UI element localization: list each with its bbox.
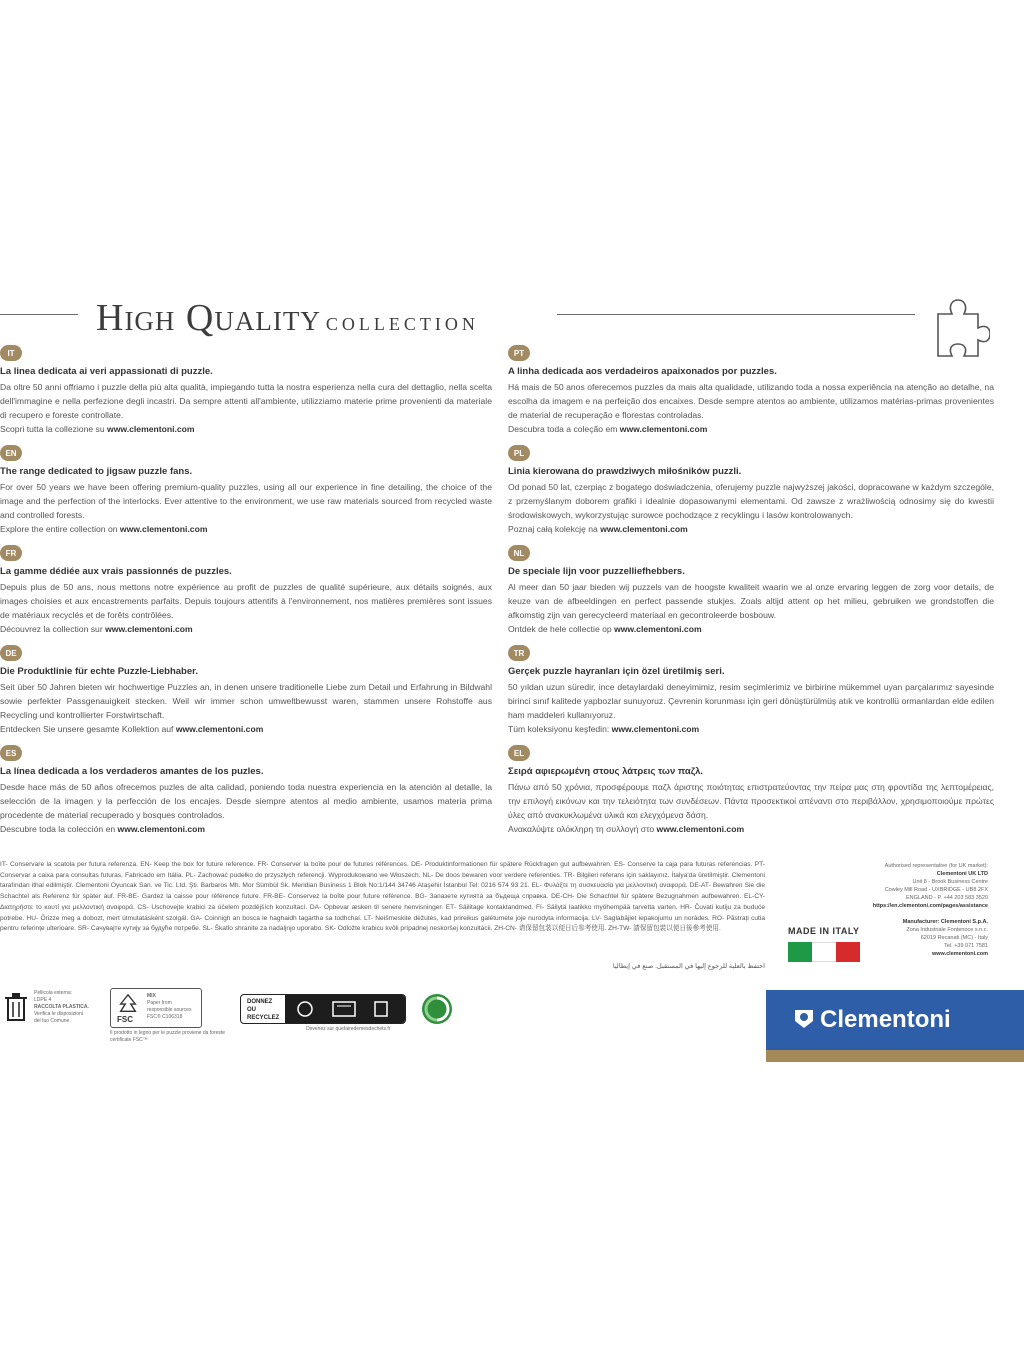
clementoni-banner	[766, 990, 1024, 1062]
lang-block-el	[508, 745, 994, 845]
contact-line: Authorised representative (for UK market):	[884, 863, 988, 869]
triman-caption: Devenez sur quefairedemesdechets.fr	[306, 1026, 391, 1032]
lang-badge: EN	[0, 445, 22, 461]
block-title: La linea dedicata ai veri appassionati di puzzle.	[0, 366, 213, 377]
block-explore	[508, 524, 688, 534]
explore-text: Découvrez la collection sur	[0, 624, 103, 634]
triman-label	[247, 998, 279, 1022]
triman-line: OU	[247, 1007, 256, 1013]
lang-block-it	[0, 345, 492, 445]
fsc-caption: Il prodotto in legno per le puzzle proviene da foreste certificate FSC™	[110, 1030, 226, 1043]
contact-link[interactable]: www.clementoni.com	[931, 951, 988, 957]
block-text: Πάνω από 50 χρόνια, προσφέρουμε παζλ άριστης ποιότητας επιστρατεύοντας την πείρα μας στη φροντίδα της λεπτομέρειας, την επιλογή εικόνων και την τελειότητα των συνδέσεων. Πάντα προσεκτικοί απέναντι στο περιβάλλον, χρησιμοποιούμε πρώτες ύλες από ανακυκλωμένα υλικά και ελεγχόμενα δάση.	[508, 782, 994, 820]
fsc-line: Paper from	[147, 1000, 172, 1006]
triman-line: RECYCLEZ	[247, 1015, 280, 1021]
lang-block-de	[0, 645, 492, 745]
explore-text: Ontdek de hele collectie op	[508, 624, 612, 634]
right-column	[508, 345, 994, 845]
block-title: Die Produktlinie für echte Puzzle-Liebhaber.	[0, 666, 198, 677]
block-text: Al meer dan 50 jaar bieden wij puzzels van de hoogste kwaliteit waarin we al onze ervaring leggen de zorg voor details, de keuze van de afbeeldingen en perfect passende stukjes. Zoals altijd attent op het milieu, gebruiken we grondstoffen die afkomstig zijn van gerecycleerd materiaal en gecontroleerde bosbouw.	[508, 582, 994, 620]
lang-block-pl	[508, 445, 994, 545]
lang-badge: FR	[0, 545, 22, 561]
explore-text: Explore the entire collection on	[0, 524, 118, 534]
website-link[interactable]: www.clementoni.com	[611, 724, 700, 734]
block-body	[508, 780, 994, 836]
triman-icons	[285, 995, 405, 1023]
block-text: Depuis plus de 50 ans, nous mettons notre expérience au profit de puzzles de qualité supérieure, aux détails soignés, aux images choisies et aux encastrements parfaits. Depuis toujours attentifs à l'environnement, nos matières premières sont issues de matériaux recyclés et de forêts contrôlées.	[0, 582, 492, 620]
title-high-quality: High Quality	[96, 297, 321, 339]
block-explore	[0, 524, 207, 534]
recycle-line: Verifica le disposizioni	[34, 1011, 83, 1017]
website-link[interactable]: www.clementoni.com	[175, 724, 264, 734]
contact-line: 62019 Recanati (MC) - Italy	[920, 935, 988, 941]
fsc-line: FSC® C106318	[147, 1014, 183, 1020]
green-dot-icon	[420, 992, 454, 1026]
contact-line: ENGLAND - P. +44 203 583 3520	[906, 895, 988, 901]
block-body	[0, 480, 492, 536]
lang-badge: TR	[508, 645, 530, 661]
block-explore	[508, 424, 707, 434]
contact-info	[840, 862, 988, 958]
fsc-info	[147, 993, 191, 1021]
left-column	[0, 345, 492, 845]
explore-text: Descubra toda a coleção em	[508, 424, 618, 434]
header	[0, 296, 1024, 352]
explore-text: Ανακαλύψτε ολόκληρη τη συλλογή στο	[508, 824, 655, 834]
explore-text: Entdecken Sie unsere gesamte Kollektion auf	[0, 724, 174, 734]
lang-block-en	[0, 445, 492, 545]
header-rule-right	[557, 314, 915, 315]
block-title: La gamme dédiée aux vrais passionnés de puzzles.	[0, 566, 232, 577]
block-text: Há mais de 50 anos oferecemos puzzles da mais alta qualidade, utilizando toda a nossa experiência na atenção ao detalhe, na escolha da imagem e na perfeição dos encaixes. Desde sempre atentos ao ambiente, utilizamos matérias-primas provenientes de material de recuperação e florestas controladas.	[508, 382, 994, 420]
website-link[interactable]: www.clementoni.com	[119, 524, 208, 534]
website-link[interactable]: www.clementoni.com	[614, 624, 702, 634]
fsc-label: FSC	[117, 1015, 133, 1024]
contact-link[interactable]: https://en.clementoni.com/pages/assistance	[872, 903, 988, 909]
explore-text: Poznaj całą kolekcję na	[508, 524, 598, 534]
website-link[interactable]: www.clementoni.com	[105, 624, 193, 634]
contact-line: Tel. +39 071 7581	[944, 943, 988, 949]
contact-line: Zona Industriale Fontenoce s.n.c.	[906, 927, 988, 933]
block-body	[0, 780, 492, 836]
recycle-line: Pellicola esterna:	[34, 990, 73, 996]
contact-line: Cowley Mill Road - UXBRIDGE - UB8 2FX	[884, 887, 988, 893]
block-body	[508, 580, 994, 636]
block-body	[0, 380, 492, 436]
block-explore	[0, 824, 205, 834]
block-body	[508, 480, 994, 536]
block-text: Desde hace más de 50 años ofrecemos puzles de alta calidad, poniendo toda nuestra experiencia en la atención al detalle, la selección de la imagen y la perfección de los encajes. Desde siempre atentos al medio ambiente, usamos materia prima procedente de material recuperado y bosques controlados.	[0, 782, 492, 820]
block-explore	[508, 624, 702, 634]
fsc-line: MIX	[147, 993, 156, 999]
block-title: The range dedicated to jigsaw puzzle fans.	[0, 466, 193, 477]
block-text: For over 50 years we have been offering premium-quality puzzles, using all our experience in fine detailing, the choice of the image and the perfection of the interlocks. Ever attentive to the environment, we use raw materials sourced from recycled waste and controlled forests.	[0, 482, 492, 520]
legal-notice-arabic: احتفظ بالعلبة للرجوع إليها في المستقبل. صنع في إيطاليا	[612, 963, 765, 970]
recycle-line: del tuo Comune.	[34, 1018, 71, 1024]
lang-badge: NL	[508, 545, 530, 561]
block-title: De speciale lijn voor puzzelliefhebbers.	[508, 566, 685, 577]
block-body	[0, 580, 492, 636]
triman-symbols	[285, 995, 405, 1023]
website-link[interactable]: www.clementoni.com	[117, 824, 206, 834]
explore-text: Descubre toda la colección en	[0, 824, 116, 834]
trash-bin-icon	[2, 990, 30, 1024]
block-body	[0, 680, 492, 736]
flag-red	[836, 942, 860, 962]
block-explore	[0, 724, 263, 734]
lang-badge: PT	[508, 345, 530, 361]
triman-recycle-badge	[240, 994, 406, 1024]
block-title: La línea dedicada a los verdaderos amantes de los puzles.	[0, 766, 264, 777]
tree-check-icon	[117, 993, 139, 1015]
made-in-italy-label: MADE IN ITALY	[788, 926, 860, 936]
contact-line: Manufacturer: Clementoni S.p.A.	[902, 919, 988, 925]
block-text: Od ponad 50 lat, czerpiąc z bogatego doświadczenia, oferujemy puzzle najwyższej jakości, dopracowane w każdym szczególe, z przemyślanym doborem grafiki i idealnie dopasowanymi elementami. Od zawsze z wrażliwością odnosimy się do kwestii środowiskowych, wykorzystując surowce pochodzące z recyklingu i lasów kontrolowanych.	[508, 482, 994, 520]
lang-block-es	[0, 745, 492, 845]
block-title: Gerçek puzzle hayranları için özel üretilmiş seri.	[508, 666, 725, 677]
lang-badge: PL	[508, 445, 530, 461]
website-link[interactable]: www.clementoni.com	[619, 424, 708, 434]
block-text: Seit über 50 Jahren bieten wir hochwertige Puzzles an, in denen unsere traditionelle Liebe zum Detail und Erfahrung in Bildwahl sowie perfekter Passgenauigkeit stecken. Weil wir immer schon umweltbewusst waren, stammen unsere Rohstoffe aus Recycling und kontrollierter Forstwirtschaft.	[0, 682, 492, 720]
website-link[interactable]: www.clementoni.com	[107, 424, 195, 434]
triman-line: DONNEZ	[247, 999, 273, 1005]
block-title: Linia kierowana do prawdziwych miłośników puzzli.	[508, 466, 742, 477]
banner-gold-strip	[766, 1050, 1024, 1062]
flag-green	[788, 942, 812, 962]
header-rule-left	[0, 314, 78, 315]
footer-icons	[0, 986, 470, 1043]
website-link[interactable]: www.clementoni.com	[656, 824, 745, 834]
block-explore	[0, 624, 193, 634]
italy-flag-icon	[788, 942, 860, 962]
clementoni-brand-name: Clementoni	[820, 1006, 951, 1033]
flag-white	[812, 942, 836, 962]
recycle-line: RACCOLTA PLASTICA.	[34, 1004, 89, 1010]
block-body	[508, 380, 994, 436]
clementoni-logo-icon	[792, 1006, 816, 1030]
lang-block-tr	[508, 645, 994, 745]
explore-text: Scopri tutta la collezione su	[0, 424, 105, 434]
block-explore	[0, 424, 195, 434]
title-collection: collection	[325, 307, 479, 336]
block-explore	[508, 724, 699, 734]
fsc-certification	[110, 988, 202, 1028]
lang-badge: EL	[508, 745, 530, 761]
lang-badge: IT	[0, 345, 22, 361]
block-body	[508, 680, 994, 736]
collection-title	[96, 296, 479, 340]
explore-text: Tüm koleksiyonu keşfedin:	[508, 724, 610, 734]
recycle-line: LDPE 4	[34, 997, 52, 1003]
contact-line: Clementoni UK LTD	[936, 871, 988, 877]
contact-line	[840, 910, 988, 918]
recycle-info	[34, 990, 94, 1025]
block-title: A linha dedicada aos verdadeiros apaixonados por puzzles.	[508, 366, 777, 377]
block-title: Σειρά αφιερωμένη στους λάτρεις των παζλ.	[508, 766, 704, 777]
block-text: 50 yıldan uzun süredir, ince detaylardaki deneyimimiz, resim seçimlerimiz ve birbirine mükemmel uyan parçalarımız sayesinde birinci sınıf kalitede yapbozlar sunuyoruz. Çevrenin korunması için geri dönüştürülmüş atık ve kontrollü ormanlardan elde edilen ham maddeleri kullanıyoruz.	[508, 682, 994, 720]
lang-block-fr	[0, 545, 492, 645]
contact-line: Unit 8 - Brook Business Centre	[912, 879, 988, 885]
block-explore	[508, 824, 744, 834]
lang-badge: DE	[0, 645, 22, 661]
legal-notice: IT- Conservare la scatola per futura referenza. EN- Keep the box for future reference. FR- Conserver la boîte pour de futures références. DE- Produktinformationen für spätere Rückfragen gut aufbewahren. ES- Conserve la caja para futuras referencias. PT- Conservar a caixa para consultas futuras. Fabricado em Itália. PL- Zachować pudełko do przyszłych referencji. Wyprodukowano we Włoszech. NL- De doos bewaren voor verdere referenties. TR- Bilgileri referans için saklayınız. İtalya'da üretilmiştir. Clementoni tarafından ithal edilmiştir. Clementoni Oyuncak San. ve Tic. Ltd. Şti. Barbaros Mh. Mor Sümbül Sk. Meridian Business 1 Blok No:1/144 34746 Ataşehir İstanbul Tel: 0216 574 93 21. EL- Φυλάξτε τη συσκευασία για μελλοντική αναφορά. DE-AT- Bewahren Sie die Schachtel als Referenz für später auf. FR-BE- Gardez la caisse pour référence future. FR-BE- Conservez la boîte pour future référence. BG- Запазете кутията за бъдеща справка. DE-CH- Die Schachtel für spätere Bezugnahmen aufbewahren. EL-CY- Διατηρήστε το κουτί για μελλοντική αναφορά. CS- Uschovejte krabici za účelem pozdějších konzultací. DA- Opbevar æsken til senere henvisninger. ET- Säilitage kontaktandmed. FI- Säilytä laatikko myöhempää tarvetta varten. HR- Čuvati kutiju za buduće potrebe. HU- Őrizze meg a dobozt, mert útmutatásként szolgál. GA- Coinnigh an bosca le haghaidh tagartha sa todhchaí. LT- Neišmeskite dėžutės, kad prireikus galėtumėte joje nurodyta informacija. LV- Saglabājiet iepakojumu un norādes. RO- Păstrați cutia pentru referințe ulterioare. SR- Сачувајте кутију за будуће потребе. SL- Škatlo shranite za nadaljnjo uporabo. SK- Odložte krabicu kvôli prípadnej neskoršej konzultácii. ZH-CN- 请保留包装以便日后参考使用. ZH-TW- 請保留包裝以便日後參考使用.	[0, 861, 765, 933]
lang-block-pt	[508, 345, 994, 445]
lang-block-nl	[508, 545, 994, 645]
website-link[interactable]: www.clementoni.com	[600, 524, 688, 534]
fsc-line: responsible sources	[147, 1007, 192, 1013]
block-text: Da oltre 50 anni offriamo i puzzle della più alta qualità, impiegando tutta la nostra esperienza nella cura del dettaglio, nella scelta dell'immagine e nella perfezione degli incastri. Da sempre attenti all'ambiente, utilizziamo materie prime provenienti da materiale di recupero e foreste controllate.	[0, 382, 492, 420]
lang-badge: ES	[0, 745, 22, 761]
